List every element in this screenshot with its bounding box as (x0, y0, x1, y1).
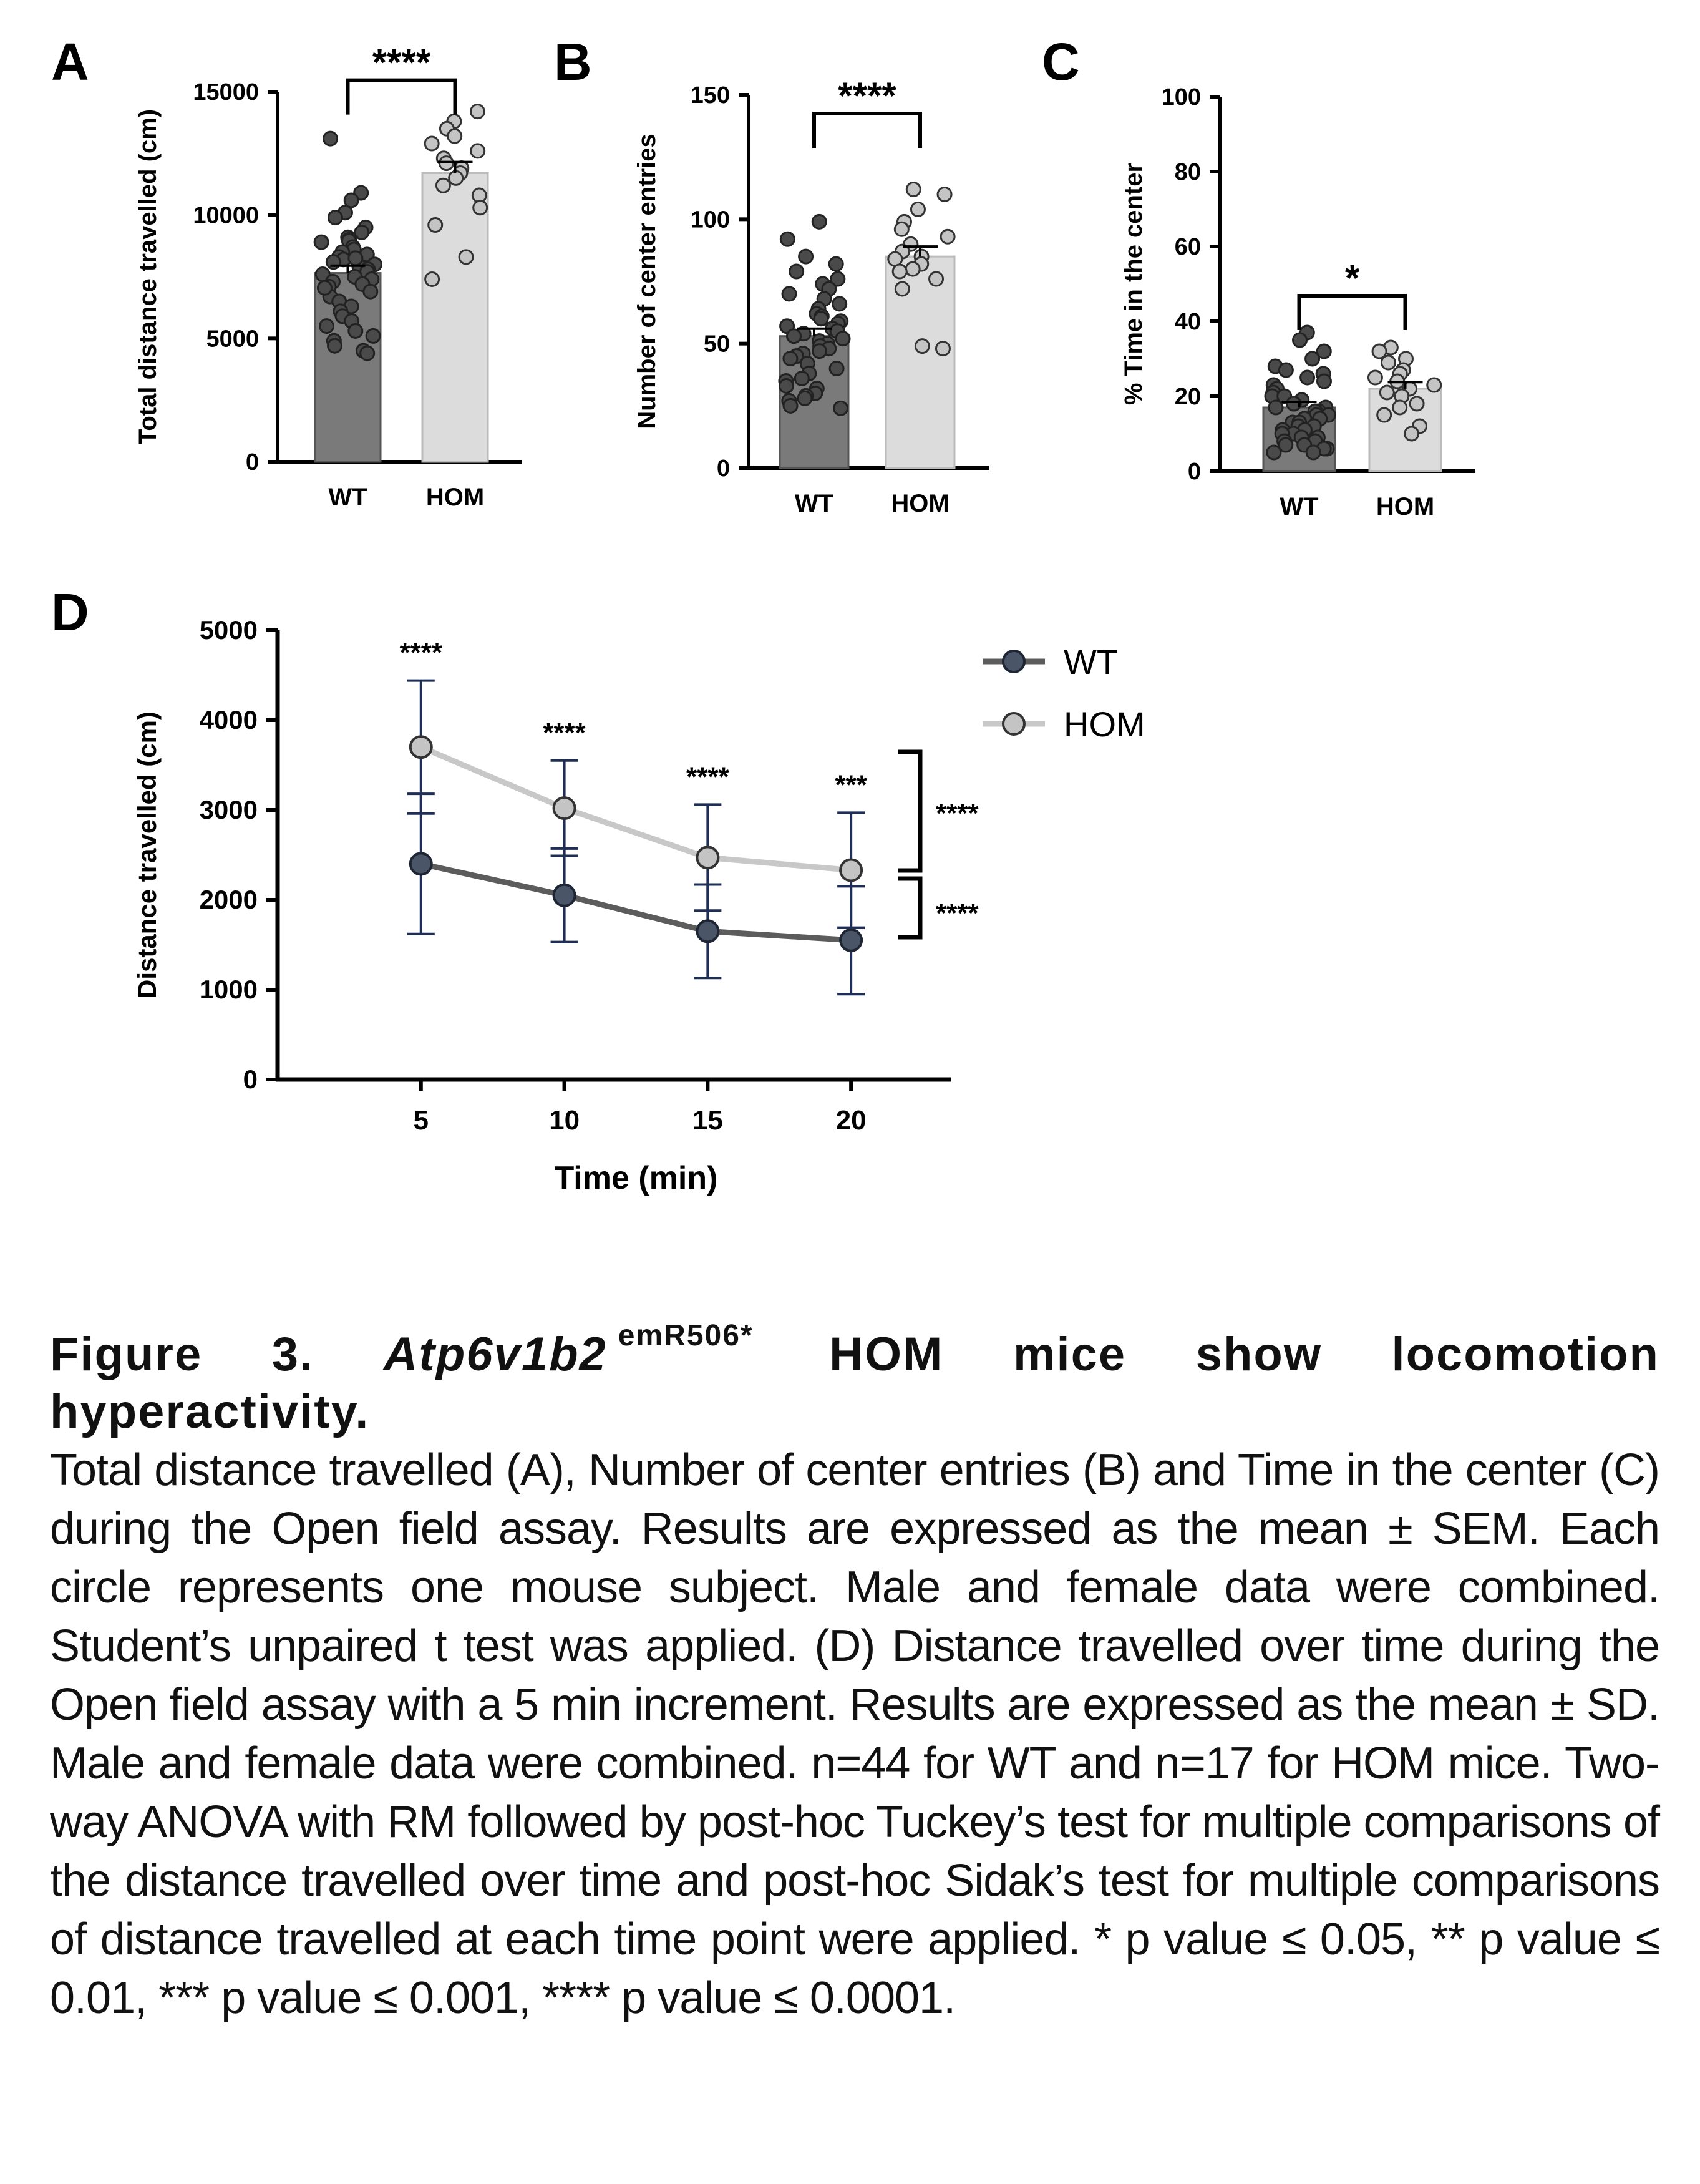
data-point-hom (1427, 378, 1441, 392)
series-point-wt (840, 930, 862, 951)
data-point-wt (798, 391, 812, 405)
data-point-hom (1381, 356, 1395, 369)
significance-bracket (1299, 296, 1406, 330)
data-point-hom (911, 202, 925, 216)
data-point-hom (1380, 386, 1394, 399)
data-point-hom (895, 222, 908, 236)
panel-letter: A (51, 32, 89, 91)
x-tick-label: HOM (1376, 493, 1435, 520)
figure-caption (50, 1319, 1659, 2027)
data-point-wt (1293, 333, 1307, 347)
caption-title-text: HOM mice show locomotion hyperactivity. (50, 1328, 1659, 1438)
y-tick-label: 0 (245, 449, 259, 475)
data-point-hom (1368, 371, 1382, 384)
series-point-hom (554, 797, 575, 819)
data-point-wt (314, 235, 328, 249)
y-tick-label: 5000 (206, 326, 259, 353)
data-point-wt (328, 211, 342, 225)
data-point-hom (474, 201, 487, 215)
data-point-wt (1267, 446, 1281, 459)
bracket-label: **** (936, 798, 979, 829)
data-point-wt (833, 297, 847, 311)
y-tick-label: 80 (1174, 159, 1201, 185)
data-point-wt (1279, 363, 1293, 377)
data-point-hom (1393, 401, 1407, 414)
legend-marker-wt (1003, 651, 1024, 672)
x-tick-label: HOM (891, 490, 950, 517)
panel-a-bar-chart (51, 32, 522, 511)
data-point-wt (834, 401, 848, 415)
data-point-hom (930, 272, 943, 286)
data-point-wt (779, 379, 793, 392)
series-point-hom (840, 859, 862, 880)
panel-letter: C (1042, 32, 1080, 91)
data-point-hom (941, 230, 954, 243)
significance-label: **** (838, 75, 896, 117)
panel-c-bar-chart (1042, 32, 1475, 520)
y-tick-label: 0 (1187, 459, 1201, 485)
data-point-wt (787, 329, 801, 343)
data-point-wt (324, 132, 338, 145)
y-tick-label: 100 (690, 207, 730, 233)
y-tick-label: 40 (1174, 309, 1201, 335)
x-tick-label: WT (794, 490, 834, 517)
data-point-hom (459, 250, 473, 264)
data-point-wt (812, 344, 826, 358)
data-point-hom (938, 187, 951, 201)
timepoint-significance: *** (835, 769, 867, 801)
data-point-hom (895, 282, 909, 296)
y-tick-label: 60 (1174, 234, 1201, 260)
data-point-hom (471, 144, 485, 158)
x-tick-label: 10 (549, 1105, 580, 1136)
data-point-hom (936, 342, 950, 356)
caption-figure-label: Figure 3. (50, 1328, 314, 1381)
legend-label-hom: HOM (1064, 704, 1145, 744)
x-axis-label: Time (min) (554, 1160, 718, 1196)
y-tick-label: 100 (1161, 84, 1201, 110)
x-tick-label: WT (328, 484, 367, 511)
data-point-wt (836, 332, 850, 346)
significance-bracket (814, 114, 920, 148)
y-tick-label: 10000 (193, 202, 259, 229)
data-point-hom (1405, 427, 1419, 441)
panel-letter: D (51, 583, 89, 641)
y-axis-label: % Time in the center (1120, 162, 1147, 406)
y-tick-label: 0 (716, 456, 730, 482)
series-point-wt (410, 853, 432, 874)
y-tick-label: 2000 (199, 885, 258, 914)
data-point-wt (364, 285, 377, 298)
data-point-hom (425, 137, 439, 150)
data-point-wt (795, 371, 809, 385)
data-point-hom (448, 129, 462, 143)
series-bracket-hom (898, 752, 920, 870)
y-tick-label: 150 (690, 82, 730, 109)
caption-title (50, 1319, 1659, 1441)
y-tick-label: 5000 (199, 615, 258, 645)
series-point-hom (410, 736, 432, 758)
y-tick-label: 50 (703, 331, 730, 358)
data-point-wt (328, 339, 342, 353)
y-axis-label: Distance travelled (cm) (132, 711, 162, 998)
data-point-wt (814, 312, 828, 326)
data-point-wt (349, 324, 362, 338)
data-point-hom (1410, 397, 1424, 411)
data-point-wt (782, 287, 796, 301)
x-tick-label: WT (1280, 493, 1319, 520)
data-point-wt (320, 319, 334, 333)
timepoint-significance: **** (686, 761, 729, 792)
data-point-hom (425, 272, 439, 286)
panel-letter: B (554, 32, 592, 91)
panel-d-line-chart (51, 583, 1145, 1196)
data-point-wt (366, 329, 380, 343)
x-tick-label: 20 (835, 1105, 867, 1136)
significance-label: * (1344, 257, 1360, 299)
data-point-wt (1306, 352, 1319, 366)
significance-bracket (348, 80, 455, 115)
y-tick-label: 3000 (199, 795, 258, 824)
timepoint-significance: **** (399, 637, 443, 668)
y-tick-label: 1000 (199, 975, 258, 1004)
y-axis-label: Total distance travelled (cm) (134, 109, 162, 445)
data-point-wt (784, 399, 797, 412)
data-point-wt (1301, 371, 1314, 384)
data-point-wt (349, 251, 362, 265)
x-tick-label: 15 (692, 1105, 723, 1136)
data-point-wt (1306, 446, 1320, 459)
timepoint-significance: **** (543, 717, 586, 748)
series-point-wt (697, 920, 718, 942)
data-point-hom (470, 105, 484, 119)
panel-b-bar-chart (554, 32, 989, 517)
data-point-wt (1269, 401, 1283, 414)
data-point-wt (799, 250, 813, 263)
series-line-hom (421, 747, 851, 870)
data-point-hom (449, 171, 463, 185)
data-point-hom (906, 262, 920, 276)
series-point-wt (554, 885, 575, 906)
legend-marker-hom (1003, 713, 1024, 734)
y-tick-label: 0 (243, 1065, 258, 1094)
data-point-hom (1377, 408, 1391, 422)
series-point-hom (697, 847, 718, 868)
data-point-wt (361, 346, 374, 360)
bracket-label: **** (936, 898, 979, 929)
caption-allele: emR506* (618, 1319, 754, 1352)
data-point-wt (780, 232, 794, 246)
x-tick-label: 5 (413, 1105, 429, 1136)
caption-gene-name: Atp6v1b2 (383, 1328, 607, 1381)
data-point-hom (436, 178, 450, 192)
significance-label: **** (372, 41, 431, 84)
data-point-wt (830, 362, 843, 376)
data-point-wt (812, 215, 826, 228)
y-tick-label: 4000 (199, 705, 258, 734)
legend-label-wt: WT (1064, 642, 1119, 681)
data-point-wt (829, 257, 843, 271)
caption-body: Total distance travelled (A), Number of center entries (B) and Time in the center (C) during the Open field assay. Results are expressed as the mean ± SEM. Each circle represents one mouse subject. Male and female data were combined. Student’s unpaired t test was applied. (D) Distance travelled over time during the Open field assay with a 5 min increment. Results are expressed as the mean ± SD. Male and female data were combined. n=44 for WT and n=17 for HOM mice. Two-way ANOVA with RM followed by post-hoc Tuckey’s test for multiple comparisons of the distance travelled over time and post-hoc Sidak’s test for multiple comparisons of distance travelled at each time point were applied. * p value ≤ 0.05, ** p value ≤ 0.01, *** p value ≤ 0.001, **** p value ≤ 0.0001. (50, 1445, 1659, 2023)
data-point-hom (429, 218, 442, 232)
series-bracket-wt (898, 879, 920, 937)
data-point-wt (318, 281, 331, 295)
x-tick-label: HOM (425, 484, 485, 511)
data-point-hom (906, 182, 920, 196)
y-axis-label: Number of center entries (633, 134, 661, 429)
data-point-wt (790, 265, 804, 278)
data-point-wt (1317, 374, 1331, 388)
bar-hom (422, 173, 488, 462)
data-point-hom (915, 339, 929, 353)
series-line-wt (421, 864, 851, 940)
data-point-wt (784, 352, 797, 366)
data-point-wt (355, 225, 369, 239)
y-tick-label: 20 (1174, 384, 1201, 410)
y-tick-label: 15000 (193, 79, 259, 105)
data-point-hom (893, 265, 906, 278)
